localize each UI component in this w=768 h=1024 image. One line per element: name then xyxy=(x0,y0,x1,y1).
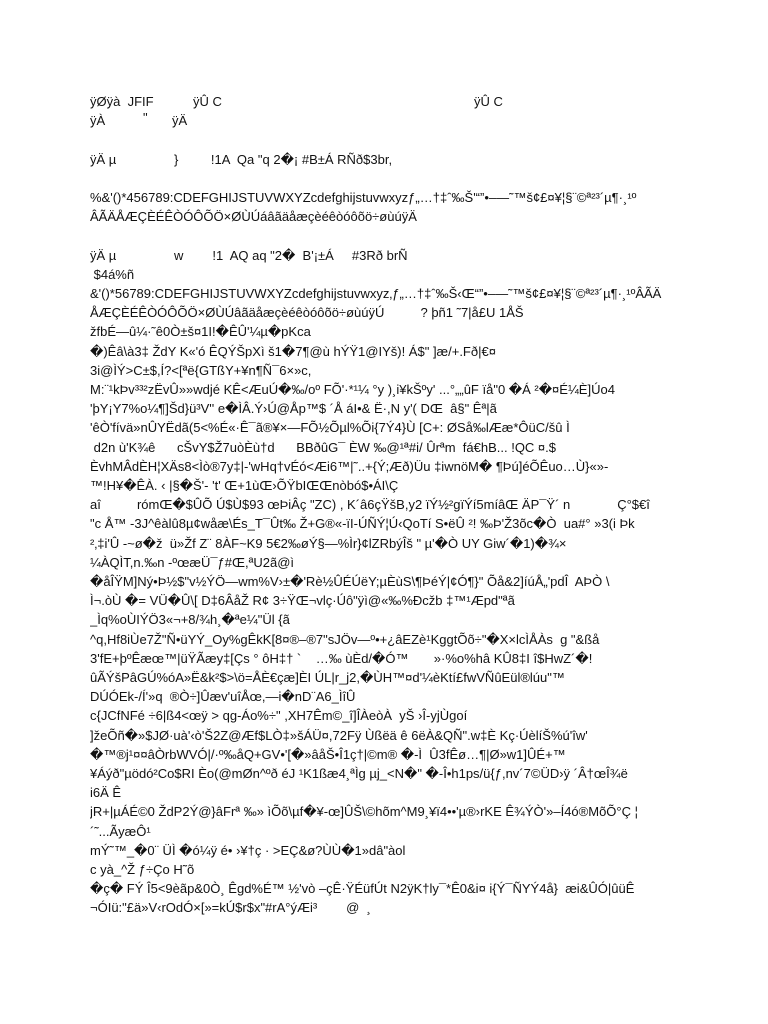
header-quote-mark: " xyxy=(143,110,148,125)
header-marker-ya: ÿÀ xyxy=(90,113,106,128)
text-line-25: 3'fE+þºÊæœ™|üŸÃæy‡[Çs ° ôH‡† ` …‰ ùÈd/�Ó™ »·%o%hâ KÛ8‡I î$HwZ´�! xyxy=(90,651,593,666)
text-line-32: i6Ä Ê xyxy=(90,785,122,800)
text-line-15: ÈvhMÂdÈH¦XÄs8<Ìò®7y‡|-'wHq†vÉó<Æi6™|˜..+{Ý;Æð)Üu ‡iwnöM� ¶Þú]éÕÊuo…Ù}«»- xyxy=(90,459,609,474)
text-line-8: žfbÉ—û¼·˜ê0Ò±š¤1I!�ÊÛ'¼µ�pKca xyxy=(90,324,311,339)
text-line-5: $4á%ñ xyxy=(90,267,135,282)
text-line-11: M:¨¹kÞv³³²zËvÛ»»wdjé KÊ<ÆuÚ�‰/oº FÕ'·*¹¼ °y )¸i¥kŠºy' ...°„„ûF ïå"0 �Á ²�¤É¼È]Úo4 xyxy=(90,382,615,397)
text-line-12: 'þY¡Y7%o¼¶]Šd}ü³V'' e�ÌÂ.Ý›Ú@Åp™$ ´Å áI•& Ë·,N y'( DŒ â§" Êª|ã xyxy=(90,401,497,416)
text-line-30: �™®j¹¤¤âÒrbWVÓ|/·º‰åQ+GV•'[�»âåŠ•Î1ç†|©m® �-Ì Û3fÊø…¶|Ø»w1]ÛÉ+™ xyxy=(90,747,566,762)
text-line-7: ÅÆÇÈÉÊÒÓÔÕÖ×ØÙÚâãäåæçèéêòóôõö÷øùúÿÚ ? þñ1 ˜7|å£U 1ÅŠ xyxy=(90,305,524,320)
text-line-34: ´˜...ÃyæÔ¹ xyxy=(90,824,151,839)
text-line-1: ÿÄ µ } !1A Qa "q 2�¡ #B±Á RÑð$3br, xyxy=(90,152,393,167)
header-marker-c-left: ÿÛ C xyxy=(193,94,222,109)
header-marker-yae: ÿÄ xyxy=(172,113,188,128)
text-line-23: _Ìq%oÙIÝÖ3«¬+8/¾h¸�ªe¼"Ül {ã xyxy=(90,612,290,627)
text-line-22: Ì¬.òÙ �= VÜ�Û\[ D‡6ÂåŽ R¢ 3÷ŸŒ¬vlç·Úô"ÿì@«‰%Ðcžb ‡™¹Æpd"ªã xyxy=(90,593,515,608)
text-line-19: ²‚‡i'Û -~ø�ž ü»Žf Z¨ 8ÀF~K9 5€2‰øÝ§—%Ìr}¢lZRbýÎš " µ'�Ò UY Giw´�1)�¾× xyxy=(90,536,567,551)
text-line-31: ¥Áýð"µödó²Co$RI Èo(@mØn^ºð éJ ¹K1ßæ4¸ªÌg µj_<N�" �-Î•h1ps/ü{ƒ,nv´7©ÜD›ÿ ´Â†œÎ¾ë xyxy=(90,766,628,781)
text-line-14: d2n ù'K¾ê cŠvY$Ž7uòÈù†d BBðûG¯ ÈW ‰@¹ª#i/ Ûrªm fá€hB... !QC ¤.$ xyxy=(90,440,557,455)
text-line-27: DÚÓEk-/Í'»q ®Ò÷]Ûæv'uîÅœ,—i�nD¨A6_ÌîÛ xyxy=(90,689,356,704)
text-line-2: %&'()*456789:CDEFGHIJSTUVWXYZcdefghijstuvwxyzƒ„…†‡ˆ‰Š'“”•–—˜™š¢£¤¥¦§¨©ª²³´µ¶·¸¹º xyxy=(90,190,637,205)
text-line-10: 3i@ÌÝ>C±$,Í?<[ªë{GTßY+¥n¶Ñ¯6×»c, xyxy=(90,363,312,378)
text-line-3: ÂÃÄÅÆÇÈÉÊÒÓÔÕÖ×ØÙÚáâãäåæçèéêòóôõö÷øùúÿÄ xyxy=(90,209,417,224)
text-line-20: ¼ÀQÌT,n.‰n -ºœæÜ¯ƒ#Œ,ªU2ã@ì xyxy=(90,555,295,570)
text-line-4: ÿÄ µ w !1 AQ aq "2� B'¡±Á #3Rð brÑ xyxy=(90,248,408,263)
text-line-13: 'êÒ'fívä»nÛYËdã(5<%É«·Ê¯ã®¥×—FÕ½Õµl%Õi{7Ý4}Ù [C+: ØSå‰lÆæ*ÔüC/šû Ì xyxy=(90,420,570,435)
header-jfif-text: ÿØÿà JFIF xyxy=(90,94,154,109)
text-line-29: ]žeÕñ�»$JØ·uà'‹ò'Š2Z@Æf$LÒ‡»šÁÜ¤,72Fÿ Ùßëä ê 6ëÀ&QÑ".w‡È Kç·ÚèlíŠ%ú'îw' xyxy=(90,728,588,743)
text-line-28: c{JCfNFé ÷6|ß4<œÿ > qg-Áo%÷" ,XH7Êm©_î]ÎÀeòÀ yŠ ›Î-yjÙgoí xyxy=(90,708,468,723)
text-line-17: aî rómŒ�$ÛÕ Ú$Ù$93 œÞiÂç "ZC) , K´â6çŸšB,y2 ïÝ½²gïÝí5míâŒ ÄP¯Ÿ´ n Ç°$€î xyxy=(90,497,650,512)
text-line-36: c yà_^Ž ƒ÷Ço H˜õ xyxy=(90,862,195,877)
text-line-38: ¬ÓIü:"£ä»V‹rOdÓ×[»=kÚ$r$x"#rA°ýÆi³ @ ¸ xyxy=(90,900,371,915)
text-line-18: "c Å™ -3J^êàlû8µ¢wåæ\És_T¯Ût‰ Ž+G®«-ïI-ÚÑÝ¦Ú‹QoTí S•ëÛ ²! ‰Þ'Ž3õc�Ò ua#° »3(i Þk xyxy=(90,516,635,531)
text-line-9: �)Êâ\à3‡ ŽdY K«'ó ÊQÝŠpXì š1�7¶@ù hÝŸ1@IYš)! Á$" ]æ/+.Fð|€¤ xyxy=(90,344,496,359)
text-line-6: &'()*56789:CDEFGHIJSTUVWXYZcdefghijstuvwxyz‚ƒ„…†‡ˆ‰Š‹Œ“”•–—˜™š¢£¤¥¦§¨©ª²³´µ¶·¸¹ºÂÃÄ xyxy=(90,286,662,301)
text-line-37: �ç� FÝ Î5<9èãp&0Ò¸ Êgd%É™ ½'vò –çÊ·ŸÉüfÚt N2ÿK†ly¯*Ê0&i¤ i{Ý¯ÑYÝ4å} æi&ÛÓ|ûüÊ xyxy=(90,881,635,896)
text-line-26: ûÃÝšPâGÚ%óA»Ë&k²$>\ö=ÅÈ€çæ]ÈI ÚL|r_j2,�ÙH™¤d'¼èKtí£fwVÑûEül®lúu"™ xyxy=(90,670,565,685)
text-line-35: mÝ˜™_�0¨ ÜÌ �ó¼ÿ é• ›¥†ç · >EÇ&ø?ÙÙ�1»dâ"àol xyxy=(90,843,406,858)
text-line-16: ™!H¥�ÊÀ. ‹ |§�Š'- 't' Œ+1ùŒ›ÕŸbIŒŒnòbó$•ÁI\Ç xyxy=(90,478,399,493)
text-line-21: �åÎŸM]Ný•Þ½$"v½ÝÖ—wm%V›±�'Rè½ÛÉÚëY;µÈùS\¶ÞéÝ|¢Ó¶}" Õå&2]íúÅ„'pdÎ AÞÒ \ xyxy=(90,574,610,589)
header-marker-c-right: ÿÛ C xyxy=(474,94,503,109)
text-line-24: ^q,Hf8iÙe7Ž"Ñ•üYÝ_Oy%gÊkK[8¤®–®7"sJÖv—º•+¿âEZè¹KggtÕõ÷"�X×lcÌÅÀs g "&ßå xyxy=(90,632,600,647)
text-line-33: jR+|µÁÉ©0 ŽdP2Ý@}âFrª ‰» ìÕõ\µf�¥-œ]ÛŠ\©hõm^M9¸¥ï4••'µ®›rKE Ê¾ÝÒ'»–Í4ó®MõÕ°Ç ¦ xyxy=(90,804,638,819)
